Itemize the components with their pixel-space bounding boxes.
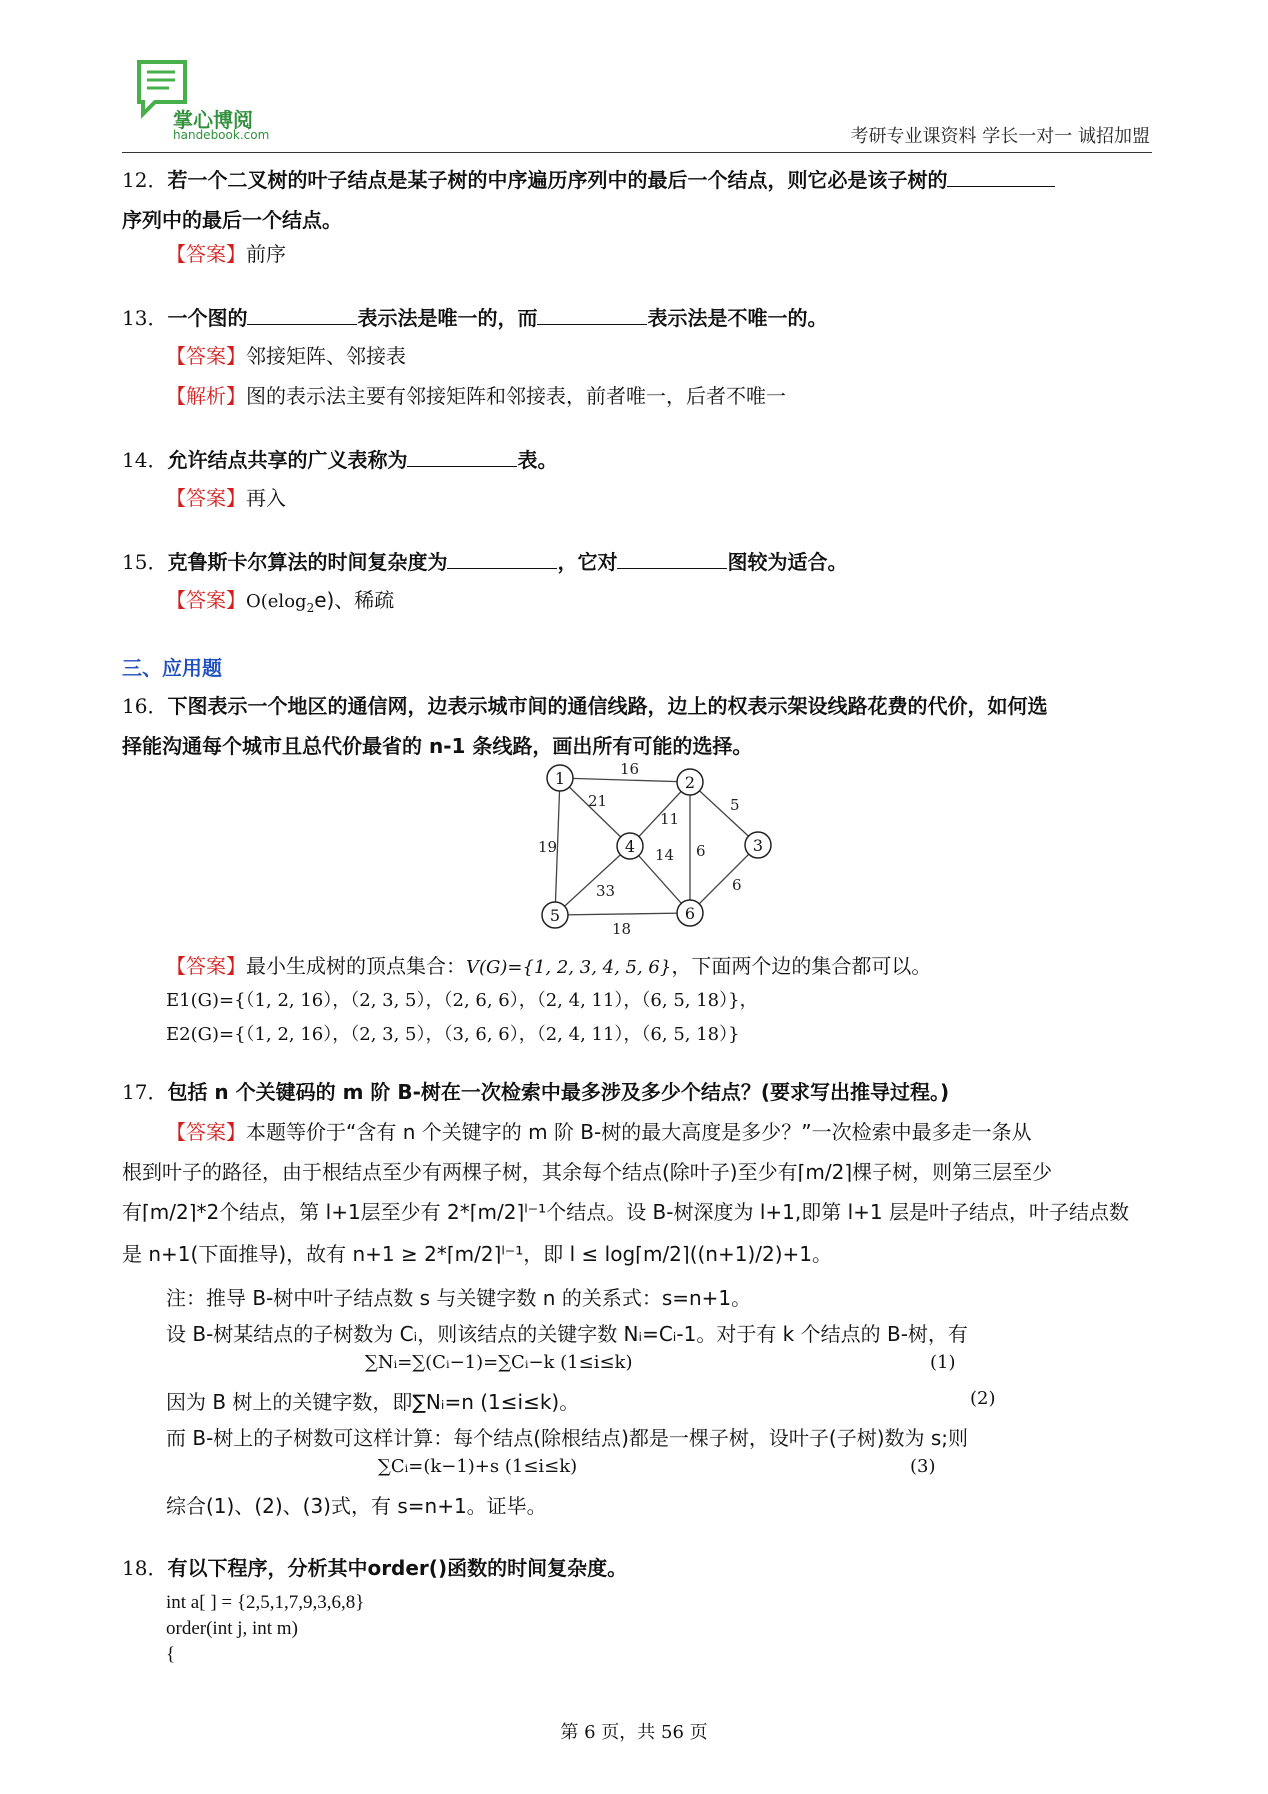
- edge-weight: 16: [620, 760, 640, 778]
- note-line: 注：推导 B-树中叶子结点数 s 与关键字数 n 的关系式：s=n+1。: [166, 1286, 752, 1310]
- equation-number: (2): [970, 1388, 996, 1409]
- page-number: 第 6 页，共 56 页: [560, 1722, 708, 1743]
- question-text: 图较为适合。: [727, 550, 848, 574]
- question-number: 13．: [122, 306, 168, 330]
- question-text: 择能沟通每个城市且总代价最省的 n-1 条线路，画出所有可能的选择。: [122, 734, 753, 758]
- question-15: [122, 542, 1152, 582]
- answer-17-line: 有⌈m/2⌉*2个结点，第 l+1层至少有 2*⌈m/2⌉ˡ⁻¹个结点。设 B-树深度为 l+1,即第 l+1 层是叶子结点，叶子结点数: [122, 1200, 1130, 1224]
- question-text: 序列中的最后一个结点。: [122, 208, 342, 232]
- edge-weight: 18: [612, 920, 632, 938]
- header-divider: [122, 152, 1152, 153]
- note-line: 综合(1)、(2)、(3)式，有 s=n+1。证毕。: [166, 1494, 547, 1518]
- logo-url: handebook.com: [173, 128, 270, 142]
- edge-weight: 21: [588, 792, 608, 810]
- equation-3: ∑Cᵢ=(k−1)+s (1≤i≤k): [378, 1456, 578, 1477]
- question-12: [122, 160, 1152, 240]
- code-line: int a[ ] = {2,5,1,7,9,3,6,8}: [166, 1592, 365, 1613]
- edge-weight: 14: [655, 846, 675, 864]
- code-line: order(int j, int m): [166, 1618, 298, 1639]
- answer-tag: 【答案】: [166, 242, 246, 266]
- answer-tag: 【答案】: [166, 1120, 246, 1144]
- node-label: 5: [549, 906, 561, 925]
- question-13: [122, 298, 1152, 338]
- fill-blank: [247, 306, 357, 325]
- edge-1-4: [560, 778, 630, 846]
- explanation-text: 图的表示法主要有邻接矩阵和邻接表，前者唯一，后者不唯一: [246, 384, 786, 408]
- question-number: 15．: [122, 550, 168, 574]
- answer-text: 再入: [246, 486, 286, 510]
- answer-text: 前序: [246, 242, 286, 266]
- equation-number: (1): [930, 1352, 956, 1373]
- fill-blank: [447, 550, 557, 569]
- question-17: [122, 1072, 1152, 1112]
- fill-blank: [407, 448, 517, 467]
- node-label: 4: [624, 837, 636, 856]
- edge-weight: 6: [696, 842, 706, 860]
- answer-17-line: [122, 1112, 1152, 1152]
- edge-weight: 19: [538, 838, 558, 856]
- question-text: 下图表示一个地区的通信网，边表示城市间的通信线路，边上的权表示架设线路花费的代价，如何选: [167, 694, 1048, 718]
- question-number: 12．: [122, 168, 168, 192]
- question-number: 18．: [122, 1556, 168, 1580]
- question-text: ，它对: [557, 550, 618, 574]
- fill-blank: [947, 168, 1055, 187]
- edge-weight: 6: [732, 876, 742, 894]
- fill-blank: [617, 550, 727, 569]
- equation-1: ∑Nᵢ=∑(Cᵢ−1)=∑Cᵢ−k (1≤i≤k): [365, 1352, 633, 1373]
- edge-weight: 5: [730, 796, 740, 814]
- note-line: 因为 B 树上的关键字数，即∑Nᵢ=n (1≤i≤k)。: [166, 1390, 580, 1414]
- note-line: 设 B-树某结点的子树数为 Cᵢ，则该结点的关键字数 Nᵢ=Cᵢ-1。对于有 k 个结点的 B-树，有: [166, 1322, 968, 1346]
- answer-tag: 【答案】: [166, 344, 246, 368]
- answer-14: [166, 480, 286, 516]
- answer-tag: 【答案】: [166, 486, 246, 510]
- answer-12: [166, 236, 286, 272]
- equation-number: (3): [910, 1456, 936, 1477]
- edge-1-2: [560, 778, 690, 782]
- question-number: 14．: [122, 448, 168, 472]
- question-text: 包括 n 个关键码的 m 阶 B-树在一次检索中最多涉及多少个结点？(要求写出推导过程。): [167, 1080, 950, 1104]
- edge-4-5: [555, 846, 630, 915]
- header-slogan: 考研专业课资料 学长一对一 诚招加盟: [850, 126, 1150, 147]
- question-text: 克鲁斯卡尔算法的时间复杂度为: [167, 550, 448, 574]
- answer-subscript: 2: [306, 601, 315, 615]
- network-graph: [520, 760, 790, 940]
- edge-weight: 11: [660, 810, 680, 828]
- answer-13: [166, 338, 406, 374]
- answer-text: e)、稀疏: [314, 588, 395, 612]
- fill-blank: [537, 306, 647, 325]
- question-text: 有以下程序，分析其中order()函数的时间复杂度。: [167, 1556, 628, 1580]
- question-14: [122, 440, 1152, 480]
- question-text: 表示法是不唯一的。: [647, 306, 828, 330]
- answer-text: 本题等价于“含有 n 个关键字的 m 阶 B-树的最大高度是多少？”一次检索中最多走一条从: [246, 1120, 1032, 1144]
- answer-tag: 【答案】: [166, 588, 246, 612]
- question-number: 17．: [122, 1080, 168, 1104]
- code-line: {: [166, 1644, 176, 1665]
- edge-set-e1: E1(G)={（1, 2, 16），（2, 3, 5），（2, 6, 6），（2, 4, 11），（6, 5, 18）}，: [166, 990, 758, 1011]
- edge-set-e2: E2(G)={（1, 2, 16），（2, 3, 5），（3, 6, 6），（2, 4, 11），（6, 5, 18）}: [166, 1024, 740, 1045]
- explanation-13: [166, 378, 786, 414]
- question-text: 若一个二叉树的叶子结点是某子树的中序遍历序列中的最后一个结点，则它必是该子树的: [167, 168, 948, 192]
- question-text: 允许结点共享的广义表称为: [167, 448, 408, 472]
- answer-math: V(G)={1, 2, 3, 4, 5, 6}: [466, 957, 672, 978]
- section-heading: 三、应用题: [122, 656, 222, 680]
- node-label: 6: [684, 904, 696, 923]
- answer-17-line: 是 n+1(下面推导)，故有 n+1 ≥ 2*⌈m/2⌉ˡ⁻¹，即 l ≤ log⌈m/2⌉((n+1)/2)+1。: [122, 1242, 833, 1266]
- answer-tag: 【答案】: [166, 954, 246, 978]
- edge-2-3: [690, 782, 758, 845]
- logo: [133, 58, 283, 148]
- node-label: 2: [684, 773, 696, 792]
- question-text: 一个图的: [167, 306, 248, 330]
- edge-5-6: [555, 913, 690, 915]
- logo-text: 掌心博阅: [173, 108, 253, 132]
- answer-text: 邻接矩阵、邻接表: [246, 344, 406, 368]
- answer-math: O(elog: [246, 591, 307, 612]
- note-line: 而 B-树上的子树数可这样计算：每个结点(除根结点)都是一棵子树，设叶子(子树)数为 s;则: [166, 1426, 969, 1450]
- question-number: 16．: [122, 694, 168, 718]
- edge-weight: 33: [596, 882, 616, 900]
- answer-text: 最小生成树的顶点集合：: [246, 954, 466, 978]
- question-text: 表。: [517, 448, 558, 472]
- answer-15: [166, 582, 394, 626]
- question-16: [122, 686, 1152, 766]
- explanation-tag: 【解析】: [166, 384, 246, 408]
- question-18: [122, 1548, 1152, 1588]
- answer-17-line: 根到叶子的路径，由于根结点至少有两棵子树，其余每个结点(除叶子)至少有⌈m/2⌉棵子树，则第三层至少: [122, 1160, 1053, 1184]
- node-label: 3: [752, 836, 764, 855]
- answer-16: [166, 948, 931, 986]
- answer-text: ，下面两个边的集合都可以。: [671, 954, 932, 978]
- node-label: 1: [554, 769, 566, 788]
- question-text: 表示法是唯一的，而: [357, 306, 538, 330]
